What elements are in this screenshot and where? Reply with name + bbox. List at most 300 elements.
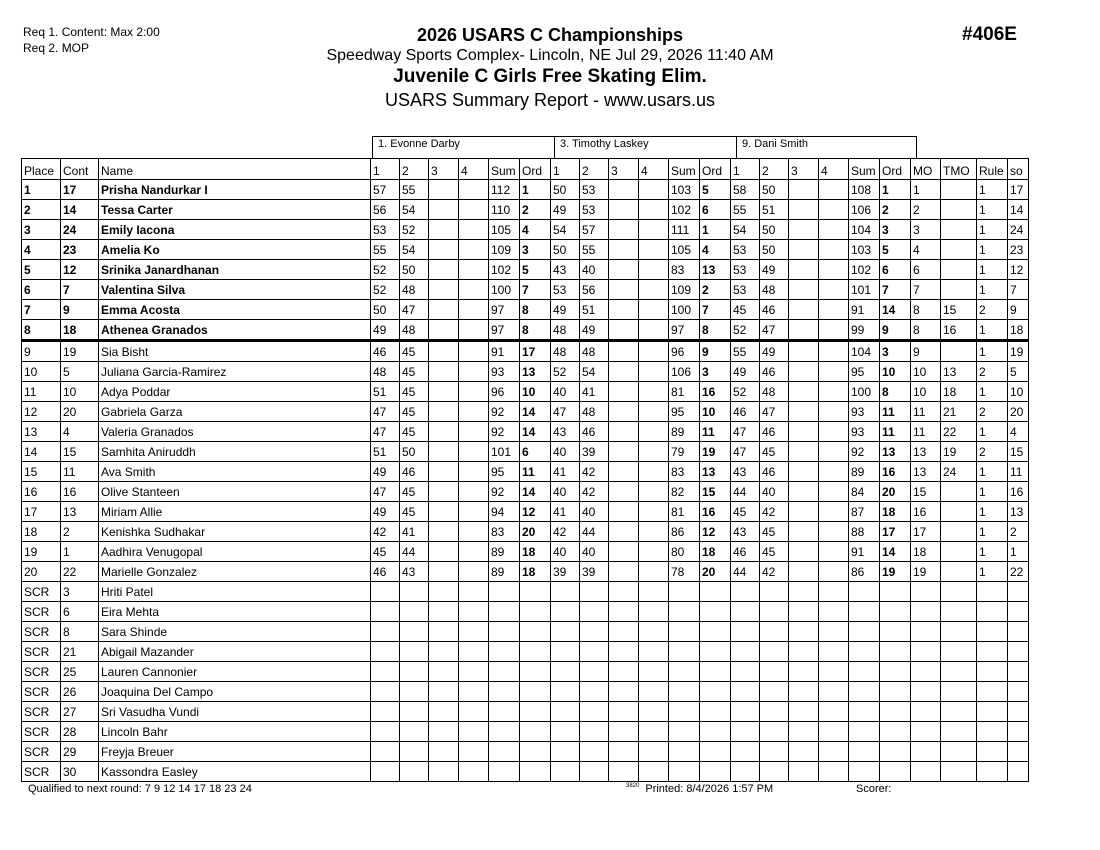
cell-j3-4: 99 (849, 320, 880, 341)
cell-j1-4: 97 (489, 300, 520, 320)
cell-j1-3 (459, 362, 489, 382)
cell-j2-5: 20 (700, 562, 731, 582)
cell-j3-2 (789, 362, 819, 382)
cell-j3-0: 47 (731, 422, 760, 442)
cell-j2-1 (580, 762, 609, 782)
cell-j2-2 (609, 742, 639, 762)
cell-j2-1: 46 (580, 422, 609, 442)
cell-j2-2 (609, 300, 639, 320)
cell-j2-1: 48 (580, 341, 609, 362)
cell-j1-1: 45 (400, 341, 429, 362)
cell-mo (911, 642, 941, 662)
cell-j3-5 (880, 742, 911, 762)
cell-j3-2 (789, 582, 819, 602)
table-row (22, 762, 1029, 782)
cell-j1-1: 45 (400, 362, 429, 382)
cell-j3-1: 50 (760, 220, 789, 240)
cell-j3-0: 44 (731, 562, 760, 582)
cell-j1-4: 89 (489, 562, 520, 582)
cell-j2-1: 40 (580, 502, 609, 522)
cell-so (1008, 662, 1029, 682)
cell-j1-2 (429, 422, 459, 442)
cell-tmo (941, 602, 977, 622)
cell-j2-0: 53 (551, 280, 580, 300)
cell-name: Aadhira Venugopal (99, 542, 371, 562)
cell-j2-5 (700, 702, 731, 722)
cell-j1-3 (459, 422, 489, 442)
cell-j1-2 (429, 240, 459, 260)
cell-j1-3 (459, 562, 489, 582)
header-rule: Rule (977, 159, 1008, 180)
cell-j2-0: 40 (551, 382, 580, 402)
cell-tmo (941, 702, 977, 722)
cell-cont: 12 (61, 260, 99, 280)
cell-j2-2 (609, 662, 639, 682)
cell-j1-2 (429, 280, 459, 300)
cell-j2-1: 41 (580, 382, 609, 402)
table-row (22, 662, 1029, 682)
cell-j3-2 (789, 522, 819, 542)
cell-j2-4: 106 (669, 362, 700, 382)
cell-j1-0: 56 (371, 200, 400, 220)
cell-j2-1 (580, 602, 609, 622)
cell-j1-0 (371, 762, 400, 782)
cell-so (1008, 682, 1029, 702)
cell-j1-2 (429, 562, 459, 582)
cell-j3-5 (880, 642, 911, 662)
cell-j1-1: 45 (400, 482, 429, 502)
cell-j3-1 (760, 602, 789, 622)
cell-mo: 11 (911, 402, 941, 422)
cell-cont: 9 (61, 300, 99, 320)
cell-j2-1 (580, 662, 609, 682)
cell-j1-2 (429, 362, 459, 382)
cell-j1-1: 45 (400, 382, 429, 402)
cell-j2-1: 48 (580, 402, 609, 422)
cell-j2-5: 12 (700, 522, 731, 542)
cell-j2-2 (609, 180, 639, 200)
cell-j2-4 (669, 682, 700, 702)
cell-j2-2 (609, 482, 639, 502)
cell-j2-5: 10 (700, 402, 731, 422)
cell-j1-3 (459, 622, 489, 642)
cell-j3-2 (789, 722, 819, 742)
cell-mo: 13 (911, 442, 941, 462)
cell-j3-0 (731, 682, 760, 702)
cell-so: 4 (1008, 422, 1029, 442)
cell-j1-5: 4 (520, 220, 551, 240)
cell-j1-5: 14 (520, 402, 551, 422)
cell-j2-3 (639, 402, 669, 422)
cell-j1-5 (520, 582, 551, 602)
cell-j2-3 (639, 462, 669, 482)
cell-name: Ava Smith (99, 462, 371, 482)
cell-j1-2 (429, 180, 459, 200)
cell-j1-4: 92 (489, 402, 520, 422)
cell-rule (977, 662, 1008, 682)
cell-mo: 13 (911, 462, 941, 482)
cell-j3-3 (819, 180, 849, 200)
cell-rule: 1 (977, 482, 1008, 502)
cell-so: 2 (1008, 522, 1029, 542)
cell-j3-3 (819, 742, 849, 762)
cell-j1-2 (429, 341, 459, 362)
cell-tmo (941, 742, 977, 762)
cell-j3-1: 49 (760, 260, 789, 280)
cell-j1-3 (459, 742, 489, 762)
cell-j2-1: 42 (580, 462, 609, 482)
cell-tmo (941, 562, 977, 582)
cell-j3-1 (760, 722, 789, 742)
cell-j3-4: 95 (849, 362, 880, 382)
cell-j2-1: 56 (580, 280, 609, 300)
cell-j2-3 (639, 582, 669, 602)
cell-mo: 9 (911, 341, 941, 362)
cell-j1-1: 50 (400, 260, 429, 280)
cell-rule: 2 (977, 362, 1008, 382)
cell-tmo (941, 662, 977, 682)
cell-place: SCR (22, 722, 61, 742)
cell-tmo (941, 502, 977, 522)
cell-j2-0 (551, 702, 580, 722)
cell-j1-1 (400, 602, 429, 622)
cell-j1-4 (489, 722, 520, 742)
cell-j2-4: 111 (669, 220, 700, 240)
cell-j1-2 (429, 642, 459, 662)
cell-j1-0: 51 (371, 442, 400, 462)
cell-j2-0 (551, 602, 580, 622)
cell-j2-0: 50 (551, 240, 580, 260)
competition-title: 2026 USARS C Championships (416, 25, 684, 45)
cell-tmo: 22 (941, 422, 977, 442)
cell-j3-0 (731, 742, 760, 762)
cell-place: SCR (22, 662, 61, 682)
cell-j3-1 (760, 742, 789, 762)
cell-j2-0: 42 (551, 522, 580, 542)
cell-j3-4: 87 (849, 502, 880, 522)
cell-j2-1: 57 (580, 220, 609, 240)
cell-j3-2 (789, 220, 819, 240)
cell-j3-2 (789, 320, 819, 341)
cell-cont: 23 (61, 240, 99, 260)
cell-j3-4: 100 (849, 382, 880, 402)
cell-j2-5: 13 (700, 260, 731, 280)
cell-j1-0 (371, 662, 400, 682)
cell-so: 19 (1008, 341, 1029, 362)
cell-j2-1: 39 (580, 442, 609, 462)
cell-j2-3 (639, 442, 669, 462)
table-row (22, 240, 1029, 260)
cell-j1-0: 51 (371, 382, 400, 402)
cell-j3-3 (819, 622, 849, 642)
cell-j2-0: 49 (551, 300, 580, 320)
cell-j1-1: 43 (400, 562, 429, 582)
cell-mo: 8 (911, 300, 941, 320)
cell-j3-2 (789, 422, 819, 442)
cell-j2-4: 109 (669, 280, 700, 300)
cell-j1-0: 47 (371, 482, 400, 502)
cell-j2-2 (609, 362, 639, 382)
cell-mo: 10 (911, 362, 941, 382)
table-row (22, 582, 1029, 602)
cell-j3-5: 10 (880, 362, 911, 382)
cell-rule: 1 (977, 260, 1008, 280)
header-judge1-col-4: Sum (489, 159, 520, 180)
cell-j2-0 (551, 742, 580, 762)
cell-j2-3 (639, 180, 669, 200)
cell-j1-3 (459, 442, 489, 462)
cell-j1-0 (371, 682, 400, 702)
cell-j2-4: 78 (669, 562, 700, 582)
cell-j3-1 (760, 682, 789, 702)
cell-so: 14 (1008, 200, 1029, 220)
cell-j1-3 (459, 462, 489, 482)
cell-j3-2 (789, 341, 819, 362)
cell-name: Freyja Breuer (99, 742, 371, 762)
cell-mo: 3 (911, 220, 941, 240)
cell-j1-2 (429, 462, 459, 482)
page-code: 3820 (626, 783, 640, 789)
cell-j3-4: 106 (849, 200, 880, 220)
cell-mo: 2 (911, 200, 941, 220)
cell-j3-4 (849, 722, 880, 742)
cell-rule: 1 (977, 341, 1008, 362)
cell-j3-1: 45 (760, 522, 789, 542)
cell-rule: 1 (977, 562, 1008, 582)
cell-place: 15 (22, 462, 61, 482)
cell-j1-2 (429, 522, 459, 542)
cell-j3-0: 45 (731, 502, 760, 522)
cell-tmo (941, 542, 977, 562)
cell-j3-0: 53 (731, 260, 760, 280)
cell-j1-3 (459, 682, 489, 702)
cell-so (1008, 722, 1029, 742)
cell-so (1008, 602, 1029, 622)
cell-j2-5 (700, 642, 731, 662)
header-place: Place (22, 159, 61, 180)
cell-name: Kenishka Sudhakar (99, 522, 371, 542)
cell-place: 7 (22, 300, 61, 320)
cell-j2-5: 2 (700, 280, 731, 300)
cell-j3-3 (819, 562, 849, 582)
cell-j1-3 (459, 602, 489, 622)
cell-j1-0 (371, 642, 400, 662)
cell-j1-1 (400, 742, 429, 762)
cell-j1-3 (459, 522, 489, 542)
cell-j3-3 (819, 522, 849, 542)
cell-place: 11 (22, 382, 61, 402)
cell-j2-4: 102 (669, 200, 700, 220)
cell-cont: 4 (61, 422, 99, 442)
header-judge1-col-0: 1 (371, 159, 400, 180)
cell-j3-1 (760, 622, 789, 642)
cell-j3-4 (849, 662, 880, 682)
table-row (22, 482, 1029, 502)
cell-j1-5: 12 (520, 502, 551, 522)
cell-j2-2 (609, 422, 639, 442)
cell-j3-2 (789, 502, 819, 522)
cell-j2-2 (609, 220, 639, 240)
table-row (22, 402, 1029, 422)
cell-so: 24 (1008, 220, 1029, 240)
cell-mo: 6 (911, 260, 941, 280)
cell-j2-5: 18 (700, 542, 731, 562)
cell-place: 4 (22, 240, 61, 260)
cell-so (1008, 742, 1029, 762)
cell-j3-2 (789, 300, 819, 320)
cell-cont: 30 (61, 762, 99, 782)
cell-j3-5 (880, 702, 911, 722)
cell-j2-2 (609, 542, 639, 562)
cell-j2-5: 5 (700, 180, 731, 200)
cell-j2-3 (639, 762, 669, 782)
cell-j1-1: 50 (400, 442, 429, 462)
cell-j2-3 (639, 522, 669, 542)
cell-rule: 1 (977, 200, 1008, 220)
cell-j3-0: 46 (731, 542, 760, 562)
table-row (22, 341, 1029, 362)
cell-rule: 1 (977, 180, 1008, 200)
cell-j3-0 (731, 602, 760, 622)
results-body (22, 180, 1029, 782)
cell-j2-0 (551, 642, 580, 662)
cell-j3-0: 52 (731, 320, 760, 341)
cell-j3-2 (789, 280, 819, 300)
cell-tmo (941, 220, 977, 240)
cell-j3-0: 58 (731, 180, 760, 200)
cell-j2-0: 41 (551, 462, 580, 482)
cell-j3-5: 3 (880, 341, 911, 362)
cell-tmo (941, 722, 977, 742)
cell-j1-4 (489, 582, 520, 602)
cell-j2-2 (609, 762, 639, 782)
cell-tmo (941, 642, 977, 662)
cell-j2-5: 4 (700, 240, 731, 260)
cell-tmo (941, 482, 977, 502)
cell-j2-1 (580, 722, 609, 742)
cell-j1-1 (400, 582, 429, 602)
cell-j2-4 (669, 722, 700, 742)
cell-rule (977, 762, 1008, 782)
cell-place: 17 (22, 502, 61, 522)
cell-rule: 2 (977, 442, 1008, 462)
cell-j2-5: 6 (700, 200, 731, 220)
cell-name: Kassondra Easley (99, 762, 371, 782)
cell-mo: 18 (911, 542, 941, 562)
cell-j1-4: 109 (489, 240, 520, 260)
cell-rule (977, 682, 1008, 702)
cell-place: 1 (22, 180, 61, 200)
cell-j3-2 (789, 382, 819, 402)
cell-j1-5 (520, 682, 551, 702)
cell-j1-5 (520, 642, 551, 662)
cell-j3-2 (789, 622, 819, 642)
cell-cont: 10 (61, 382, 99, 402)
header-judge3-col-5: Ord (880, 159, 911, 180)
cell-j2-4: 79 (669, 442, 700, 462)
cell-j3-1: 50 (760, 240, 789, 260)
cell-j3-5: 11 (880, 402, 911, 422)
cell-j3-5 (880, 602, 911, 622)
cell-j2-2 (609, 382, 639, 402)
cell-j2-5: 7 (700, 300, 731, 320)
cell-j3-4 (849, 582, 880, 602)
cell-so: 12 (1008, 260, 1029, 280)
cell-cont: 16 (61, 482, 99, 502)
cell-j2-5: 1 (700, 220, 731, 240)
cell-j1-3 (459, 582, 489, 602)
cell-rule: 1 (977, 422, 1008, 442)
cell-j1-3 (459, 382, 489, 402)
cell-j1-0: 52 (371, 280, 400, 300)
cell-j3-4: 101 (849, 280, 880, 300)
cell-tmo: 21 (941, 402, 977, 422)
cell-tmo (941, 240, 977, 260)
cell-j2-3 (639, 280, 669, 300)
cell-j1-0 (371, 602, 400, 622)
cell-j2-4: 83 (669, 260, 700, 280)
cell-j2-0: 52 (551, 362, 580, 382)
cell-so: 23 (1008, 240, 1029, 260)
cell-j1-5: 20 (520, 522, 551, 542)
cell-j1-2 (429, 382, 459, 402)
cell-j1-3 (459, 482, 489, 502)
cell-j1-3 (459, 320, 489, 341)
cell-j1-5: 13 (520, 362, 551, 382)
cell-j3-5: 1 (880, 180, 911, 200)
cell-j3-4: 84 (849, 482, 880, 502)
cell-cont: 24 (61, 220, 99, 240)
cell-j3-5: 18 (880, 502, 911, 522)
cell-mo (911, 622, 941, 642)
cell-cont: 25 (61, 662, 99, 682)
cell-place: 10 (22, 362, 61, 382)
cell-j2-3 (639, 320, 669, 341)
cell-j1-0: 48 (371, 362, 400, 382)
cell-mo: 10 (911, 382, 941, 402)
report-name: USARS Summary Report - www.usars.us (384, 90, 716, 110)
cell-j3-5: 6 (880, 260, 911, 280)
cell-cont: 26 (61, 682, 99, 702)
cell-j1-0 (371, 722, 400, 742)
cell-j3-2 (789, 442, 819, 462)
table-row (22, 522, 1029, 542)
cell-j3-0: 53 (731, 240, 760, 260)
cell-so: 15 (1008, 442, 1029, 462)
cell-j1-2 (429, 702, 459, 722)
cell-j1-1 (400, 762, 429, 782)
cell-j2-3 (639, 362, 669, 382)
cell-j3-4: 104 (849, 341, 880, 362)
cell-so: 1 (1008, 542, 1029, 562)
cell-j1-2 (429, 602, 459, 622)
cell-j1-4: 100 (489, 280, 520, 300)
cell-name: Sri Vasudha Vundi (99, 702, 371, 722)
cell-name: Miriam Allie (99, 502, 371, 522)
cell-mo: 16 (911, 502, 941, 522)
table-row (22, 562, 1029, 582)
cell-cont: 20 (61, 402, 99, 422)
judge-2-name: 3. Timothy Laskey (555, 137, 737, 159)
cell-j2-0 (551, 762, 580, 782)
cell-place: 9 (22, 341, 61, 362)
cell-j2-5: 3 (700, 362, 731, 382)
cell-j3-4: 91 (849, 542, 880, 562)
cell-place: 5 (22, 260, 61, 280)
cell-j2-2 (609, 200, 639, 220)
cell-j2-4: 100 (669, 300, 700, 320)
cell-j3-2 (789, 260, 819, 280)
